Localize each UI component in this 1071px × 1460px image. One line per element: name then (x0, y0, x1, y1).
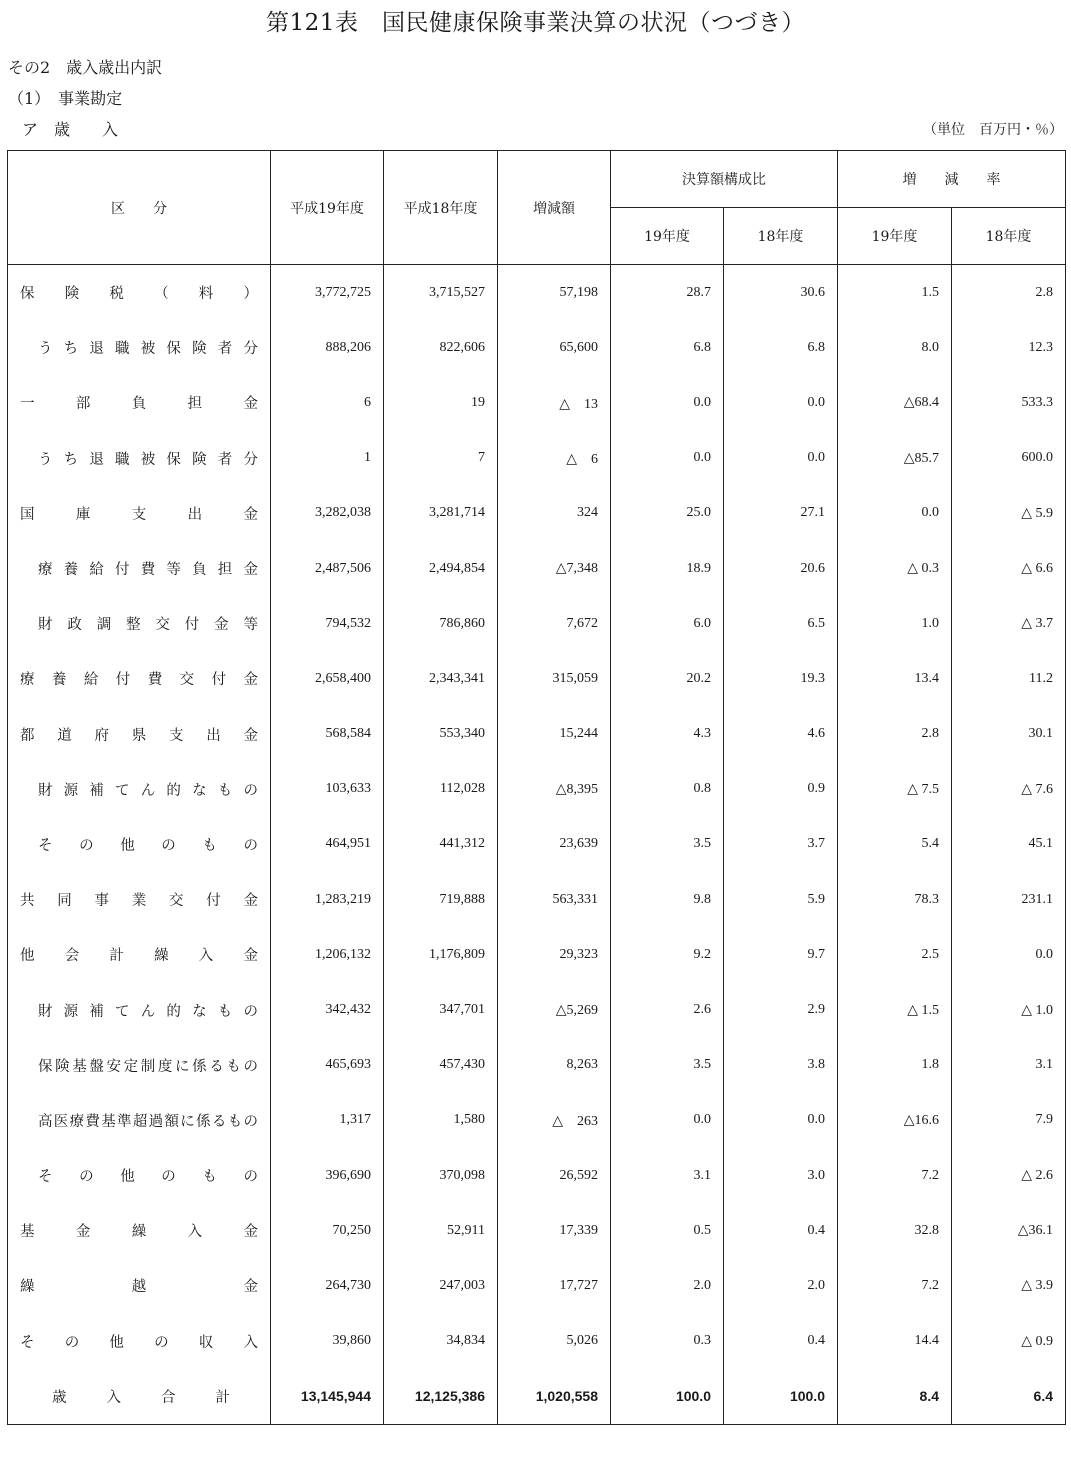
row-label: 保険基盤安定制度に係るもの (8, 1038, 271, 1093)
header-fy19: 平成19年度 (271, 151, 384, 265)
row-value: 19 (384, 375, 498, 430)
row-value: △ 7.6 (952, 762, 1066, 817)
row-value: 1,283,219 (271, 872, 384, 927)
row-label: 財源補てん的なもの (8, 982, 271, 1037)
row-value: 568,584 (271, 707, 384, 762)
row-label: 共同事業交付金 (8, 872, 271, 927)
row-value: △ 263 (498, 1093, 611, 1148)
row-value: 13.4 (838, 651, 952, 706)
row-value: 794,532 (271, 596, 384, 651)
row-value: 6 (271, 375, 384, 430)
table-row (8, 375, 1066, 430)
table-row (8, 486, 1066, 541)
row-label: その他の収入 (8, 1314, 271, 1369)
row-value: 20.6 (724, 541, 838, 596)
row-value: 11.2 (952, 651, 1066, 706)
row-value: 32.8 (838, 1203, 952, 1258)
row-value: 342,432 (271, 982, 384, 1037)
row-value: 1,317 (271, 1093, 384, 1148)
row-label: 基金繰入金 (8, 1203, 271, 1258)
header-composition: 決算額構成比 (611, 151, 838, 208)
row-value: 7.9 (952, 1093, 1066, 1148)
row-value: 822,606 (384, 320, 498, 375)
header-change: 増減額 (498, 151, 611, 265)
row-value: 100.0 (611, 1369, 724, 1425)
header-composition-fy18: 18年度 (724, 208, 838, 265)
header-rate-fy18: 18年度 (952, 208, 1066, 265)
row-label: 歳入合計 (8, 1369, 271, 1425)
header-composition-fy19: 19年度 (611, 208, 724, 265)
row-value: 1.0 (838, 596, 952, 651)
row-value: 888,206 (271, 320, 384, 375)
row-value: 78.3 (838, 872, 952, 927)
row-value: △ 13 (498, 375, 611, 430)
header-rate: 増 減 率 (838, 151, 1066, 208)
table-row (8, 872, 1066, 927)
row-value: 7.2 (838, 1258, 952, 1313)
row-value: 1,580 (384, 1093, 498, 1148)
table-row (8, 707, 1066, 762)
unit-note: （単位 百万円・％） (923, 122, 1063, 138)
header-fy18: 平成18年度 (384, 151, 498, 265)
row-value: 0.0 (952, 927, 1066, 982)
table-row (8, 762, 1066, 817)
row-value: 396,690 (271, 1148, 384, 1203)
row-value: 1,176,809 (384, 927, 498, 982)
row-value: △ 0.3 (838, 541, 952, 596)
row-value: 1.5 (838, 265, 952, 321)
row-value: 3,281,714 (384, 486, 498, 541)
row-value: 3,715,527 (384, 265, 498, 321)
row-value: △5,269 (498, 982, 611, 1037)
row-label: 一部負担金 (8, 375, 271, 430)
row-value: 0.4 (724, 1314, 838, 1369)
row-value: 247,003 (384, 1258, 498, 1313)
row-value: 4.6 (724, 707, 838, 762)
row-value: △ 6 (498, 431, 611, 486)
table-row (8, 1093, 1066, 1148)
row-value: 5,026 (498, 1314, 611, 1369)
row-label: 高医療費基準超過額に係るもの (8, 1093, 271, 1148)
row-value: 2.0 (611, 1258, 724, 1313)
revenue-subtitle: ア 歳 入 (22, 120, 119, 139)
table-row (8, 817, 1066, 872)
row-value: 2.0 (724, 1258, 838, 1313)
row-value: △36.1 (952, 1203, 1066, 1258)
row-value: 6.4 (952, 1369, 1066, 1425)
row-value: 8.0 (838, 320, 952, 375)
row-label: その他のもの (8, 1148, 271, 1203)
table-row (8, 596, 1066, 651)
row-value: 0.0 (724, 1093, 838, 1148)
row-label: うち退職被保険者分 (8, 320, 271, 375)
row-value: 12.3 (952, 320, 1066, 375)
row-value: 29,323 (498, 927, 611, 982)
row-value: 3.8 (724, 1038, 838, 1093)
row-value: 0.3 (611, 1314, 724, 1369)
row-value: △ 7.5 (838, 762, 952, 817)
revenue-table (7, 150, 1066, 1425)
row-value: 9.8 (611, 872, 724, 927)
row-value: 2,487,506 (271, 541, 384, 596)
row-value: △ 6.6 (952, 541, 1066, 596)
row-value: 14.4 (838, 1314, 952, 1369)
row-value: 103,633 (271, 762, 384, 817)
row-value: 315,059 (498, 651, 611, 706)
row-value: 5.9 (724, 872, 838, 927)
row-value: 2.6 (611, 982, 724, 1037)
row-value: 0.0 (611, 375, 724, 430)
table-row (8, 1203, 1066, 1258)
row-value: 6.8 (611, 320, 724, 375)
row-value: △7,348 (498, 541, 611, 596)
row-value: 3,772,725 (271, 265, 384, 321)
row-value: 45.1 (952, 817, 1066, 872)
row-value: 264,730 (271, 1258, 384, 1313)
row-value: 0.0 (724, 375, 838, 430)
row-value: 17,727 (498, 1258, 611, 1313)
row-value: △ 5.9 (952, 486, 1066, 541)
row-value: 563,331 (498, 872, 611, 927)
row-value: 52,911 (384, 1203, 498, 1258)
row-value: 9.2 (611, 927, 724, 982)
row-value: 28.7 (611, 265, 724, 321)
row-value: 26,592 (498, 1148, 611, 1203)
row-value: 324 (498, 486, 611, 541)
row-value: 6.8 (724, 320, 838, 375)
row-value: 2,343,341 (384, 651, 498, 706)
row-value: 7.2 (838, 1148, 952, 1203)
row-value: 30.6 (724, 265, 838, 321)
header-rate-fy19: 19年度 (838, 208, 952, 265)
table-row (8, 431, 1066, 486)
row-value: 2,658,400 (271, 651, 384, 706)
row-label: その他のもの (8, 817, 271, 872)
section-subtitle: その2 歳入歳出内訳 (8, 58, 163, 77)
row-value: 6.0 (611, 596, 724, 651)
row-value: 5.4 (838, 817, 952, 872)
row-value: 1,206,132 (271, 927, 384, 982)
row-value: 2.9 (724, 982, 838, 1037)
row-value: 6.5 (724, 596, 838, 651)
row-value: 23,639 (498, 817, 611, 872)
row-value: △ 2.6 (952, 1148, 1066, 1203)
row-value: 3.5 (611, 817, 724, 872)
row-label: 保険税（料） (8, 265, 271, 321)
table-row (8, 1038, 1066, 1093)
table-row (8, 927, 1066, 982)
row-value: 0.0 (611, 431, 724, 486)
row-value: 0.8 (611, 762, 724, 817)
row-value: 17,339 (498, 1203, 611, 1258)
row-value: 34,834 (384, 1314, 498, 1369)
row-value: 9.7 (724, 927, 838, 982)
row-value: 3.1 (952, 1038, 1066, 1093)
row-value: 347,701 (384, 982, 498, 1037)
row-value: 18.9 (611, 541, 724, 596)
row-value: △8,395 (498, 762, 611, 817)
row-value: 457,430 (384, 1038, 498, 1093)
account-subtitle: （1） 事業勘定 (8, 89, 123, 108)
row-value: 533.3 (952, 375, 1066, 430)
row-value: △ 3.7 (952, 596, 1066, 651)
row-value: 12,125,386 (384, 1369, 498, 1425)
row-value: 0.0 (838, 486, 952, 541)
table-row (8, 265, 1066, 321)
row-value: 112,028 (384, 762, 498, 817)
row-label: 国庫支出金 (8, 486, 271, 541)
row-value: 3,282,038 (271, 486, 384, 541)
row-value: 1 (271, 431, 384, 486)
row-value: 553,340 (384, 707, 498, 762)
row-value: 786,860 (384, 596, 498, 651)
row-label: 繰越金 (8, 1258, 271, 1313)
row-value: 600.0 (952, 431, 1066, 486)
row-value: 0.0 (611, 1093, 724, 1148)
row-label: 財政調整交付金等 (8, 596, 271, 651)
table-row (8, 1258, 1066, 1313)
row-value: 441,312 (384, 817, 498, 872)
row-value: 27.1 (724, 486, 838, 541)
row-value: 20.2 (611, 651, 724, 706)
row-value: △ 0.9 (952, 1314, 1066, 1369)
row-value: 15,244 (498, 707, 611, 762)
table-row (8, 541, 1066, 596)
page-title: 第121表 国民健康保険事業決算の状況（つづき） (266, 10, 805, 36)
row-value: 39,860 (271, 1314, 384, 1369)
row-value: 465,693 (271, 1038, 384, 1093)
row-value: 2,494,854 (384, 541, 498, 596)
row-value: 65,600 (498, 320, 611, 375)
row-value: 231.1 (952, 872, 1066, 927)
table-row (8, 1314, 1066, 1369)
header-category: 区 分 (8, 151, 271, 265)
row-label: 都道府県支出金 (8, 707, 271, 762)
row-label: 療養給付費等負担金 (8, 541, 271, 596)
row-value: 7 (384, 431, 498, 486)
row-value: 7,672 (498, 596, 611, 651)
table-row (8, 651, 1066, 706)
row-value: △85.7 (838, 431, 952, 486)
row-value: 3.7 (724, 817, 838, 872)
table-row (8, 320, 1066, 375)
row-value: 1,020,558 (498, 1369, 611, 1425)
row-value: 464,951 (271, 817, 384, 872)
row-value: 25.0 (611, 486, 724, 541)
row-value: 1.8 (838, 1038, 952, 1093)
row-value: △16.6 (838, 1093, 952, 1148)
table-row (8, 1369, 1066, 1425)
row-value: 8,263 (498, 1038, 611, 1093)
row-label: 他会計繰入金 (8, 927, 271, 982)
row-value: 0.4 (724, 1203, 838, 1258)
row-value: 8.4 (838, 1369, 952, 1425)
row-value: 3.0 (724, 1148, 838, 1203)
row-value: 0.5 (611, 1203, 724, 1258)
row-value: 719,888 (384, 872, 498, 927)
row-value: 2.8 (952, 265, 1066, 321)
row-value: △68.4 (838, 375, 952, 430)
row-value: 30.1 (952, 707, 1066, 762)
row-value: 57,198 (498, 265, 611, 321)
row-value: 13,145,944 (271, 1369, 384, 1425)
row-value: △ 1.0 (952, 982, 1066, 1037)
row-label: 療養給付費交付金 (8, 651, 271, 706)
row-value: 70,250 (271, 1203, 384, 1258)
row-label: 財源補てん的なもの (8, 762, 271, 817)
row-value: 19.3 (724, 651, 838, 706)
row-value: △ 1.5 (838, 982, 952, 1037)
row-value: 2.5 (838, 927, 952, 982)
row-value: 2.8 (838, 707, 952, 762)
row-value: 100.0 (724, 1369, 838, 1425)
row-value: 3.1 (611, 1148, 724, 1203)
row-value: 4.3 (611, 707, 724, 762)
row-label: うち退職被保険者分 (8, 431, 271, 486)
row-value: 0.9 (724, 762, 838, 817)
row-value: 3.5 (611, 1038, 724, 1093)
row-value: 370,098 (384, 1148, 498, 1203)
table-row (8, 982, 1066, 1037)
row-value: 0.0 (724, 431, 838, 486)
row-value: △ 3.9 (952, 1258, 1066, 1313)
table-row (8, 1148, 1066, 1203)
